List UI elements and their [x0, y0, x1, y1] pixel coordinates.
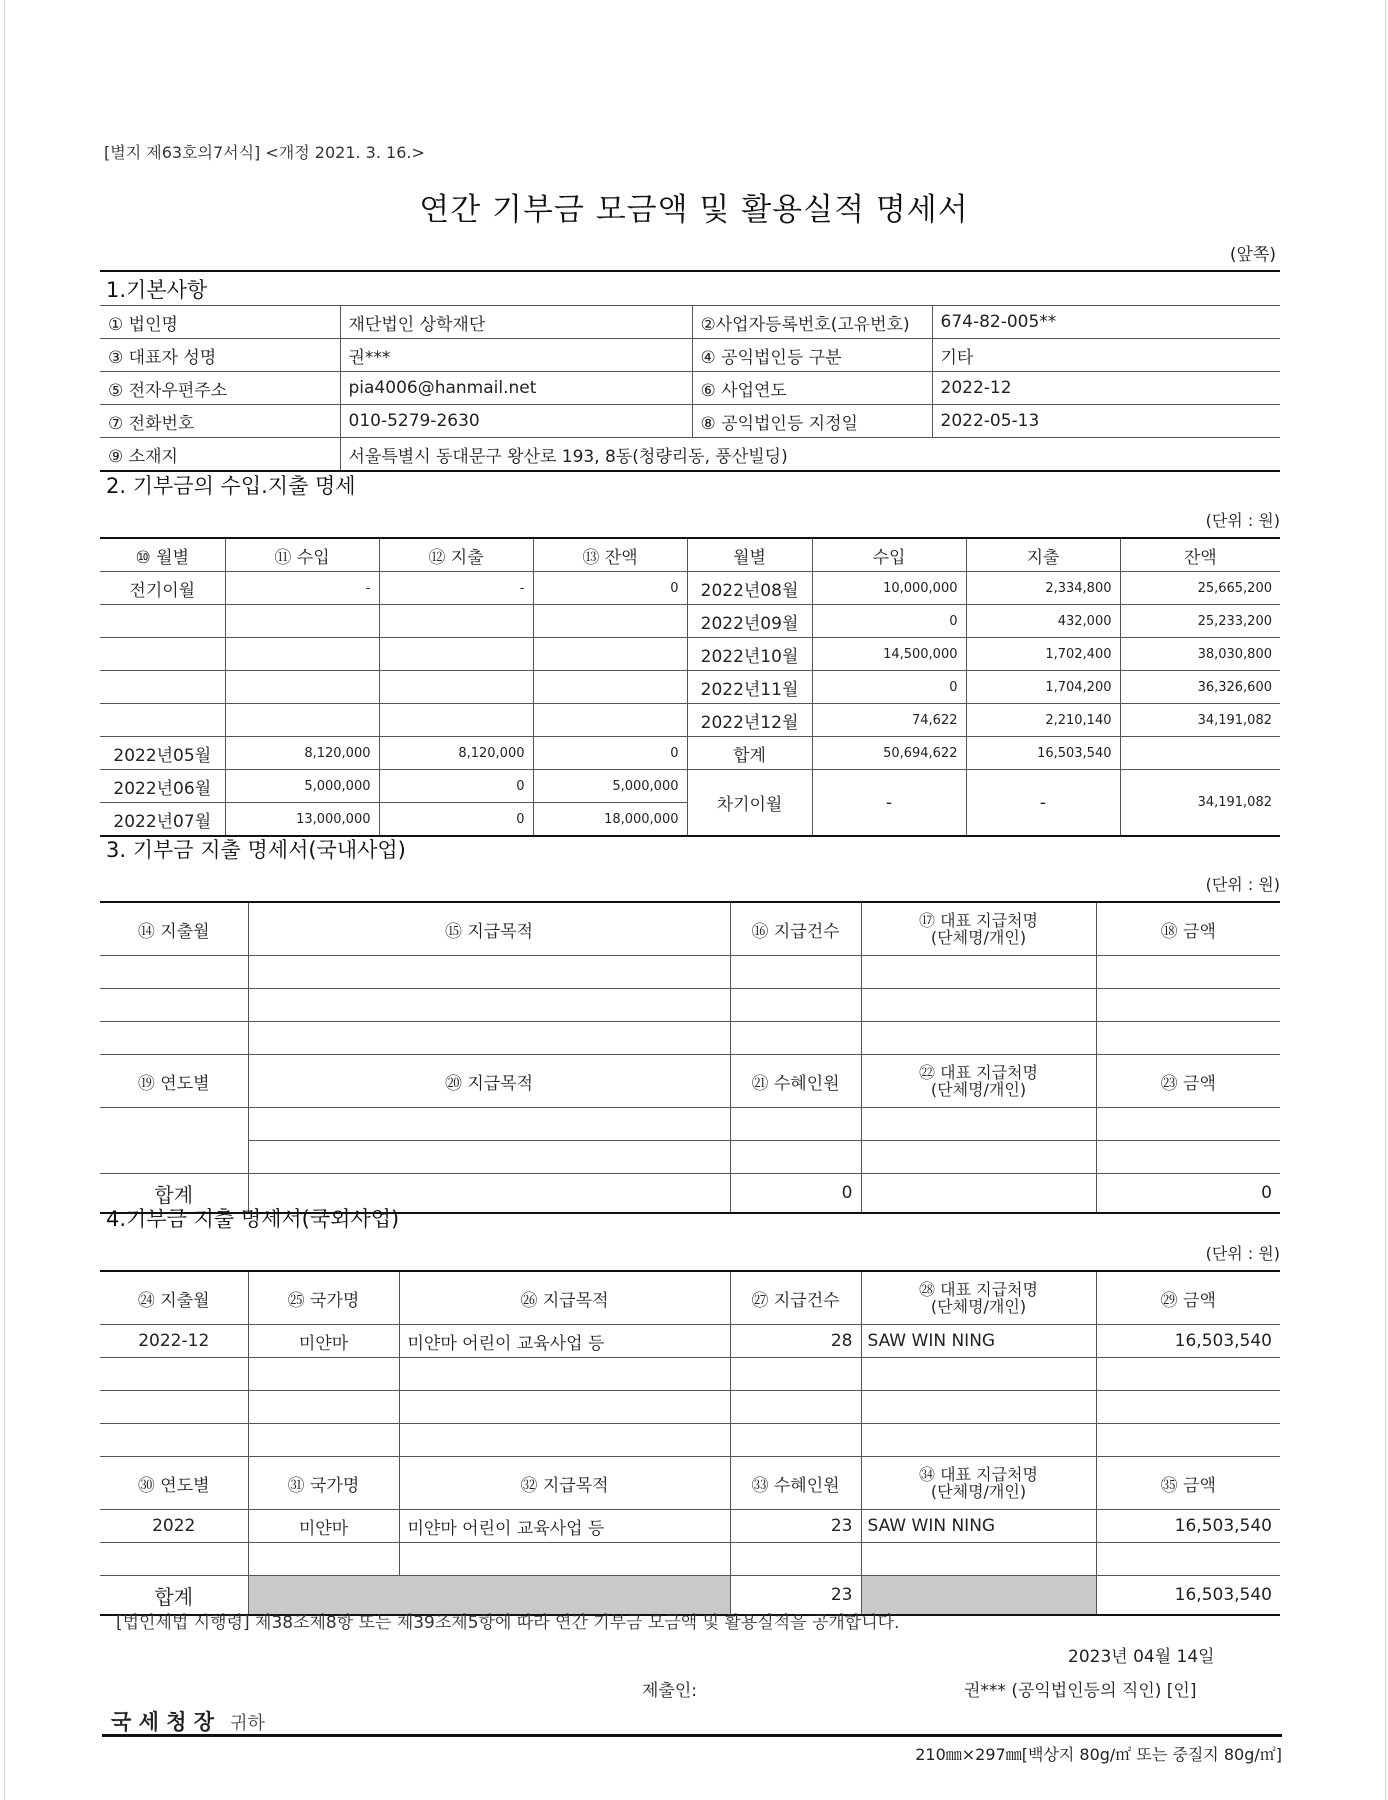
address-label: ⑨ 소재지 — [100, 438, 340, 472]
email-value: pia4006@hanmail.net — [340, 372, 692, 405]
s2-value-cell — [533, 704, 687, 737]
table-row — [100, 572, 1280, 605]
section-2-title: 2. 기부금의 수입.지출 명세 — [106, 474, 356, 498]
corp-name-label: ① 법인명 — [100, 306, 340, 339]
s3-h-year: ⑲ 연도별 — [100, 1055, 248, 1108]
s3-h-purpose-2: ⑳ 지급목적 — [248, 1055, 730, 1108]
section-overseas-spending — [100, 1203, 1280, 1616]
s2-value-cell: 8,120,000 — [225, 737, 379, 770]
type-label: ④ 공익법인등 구분 — [692, 339, 932, 372]
s4-total-label: 합계 — [100, 1576, 248, 1616]
s2-value-cell: 13,000,000 — [225, 803, 379, 837]
s3-h-beneficiaries: ㉑ 수혜인원 — [730, 1055, 861, 1108]
s2-header-cell: ⑩ 월별 — [100, 538, 225, 572]
s2-carry-label: 차기이월 — [687, 770, 812, 837]
s2-value-cell: 36,326,600 — [1120, 671, 1280, 704]
bottom-divider — [102, 1734, 1282, 1737]
s4-h-recipient: ㉘ 대표 지급처명 (단체명/개인) — [861, 1271, 1096, 1325]
table-row — [100, 1358, 1280, 1391]
s3-h-count: ⑯ 지급건수 — [730, 902, 861, 956]
form-reference: [별지 제63호의7서식] <개정 2021. 3. 16.> — [104, 143, 425, 162]
s4-h-beneficiaries: ㉝ 수혜인원 — [730, 1457, 861, 1510]
s2-header-cell: ⑪ 수입 — [225, 538, 379, 572]
addressee: 국 세 청 장 귀하 — [111, 1710, 265, 1734]
s4-h-year: ㉚ 연도별 — [100, 1457, 248, 1510]
s2-header-cell: 지출 — [966, 538, 1120, 572]
section-4-title: 4.기부금 지출 명세서(국외사업) — [106, 1207, 400, 1231]
front-side-label: (앞쪽) — [1229, 245, 1276, 265]
s4-h-country-2: ㉛ 국가명 — [248, 1457, 399, 1510]
s2-month-cell — [100, 638, 225, 671]
unit-label: (단위 : 원) — [1205, 875, 1280, 894]
s2-value-cell: 16,503,540 — [966, 737, 1120, 770]
section-domestic-spending — [100, 834, 1280, 1214]
paper-spec: 210㎜×297㎜[백상지 80g/㎡ 또는 중질지 80g/㎡] — [915, 1745, 1282, 1764]
address-value: 서울특별시 동대문구 왕산로 193, 8동(청량리동, 풍산빌딩) — [340, 438, 1280, 472]
s3-h-amount-2: ㉓ 금액 — [1096, 1055, 1280, 1108]
s2-month-cell: 2022년08월 — [687, 572, 812, 605]
s2-value-cell — [533, 605, 687, 638]
s2-value-cell — [225, 671, 379, 704]
s2-value-cell: 432,000 — [966, 605, 1120, 638]
phone-label: ⑦ 전화번호 — [100, 405, 340, 438]
s2-value-cell: - — [812, 770, 966, 837]
table-row — [100, 770, 1280, 803]
table-row: 2022-12 미얀마 미얀마 어린이 교육사업 등 28 SAW WIN NING 16,503,540 — [100, 1325, 1280, 1358]
table-row — [100, 737, 1280, 770]
s2-month-cell: 2022년11월 — [687, 671, 812, 704]
table-row — [100, 1108, 1280, 1141]
s2-value-cell — [379, 638, 533, 671]
s2-value-cell: 1,702,400 — [966, 638, 1120, 671]
document-title: 연간 기부금 모금액 및 활용실적 명세서 — [419, 192, 969, 228]
s3-h-purpose: ⑮ 지급목적 — [248, 902, 730, 956]
s2-value-cell: 10,000,000 — [812, 572, 966, 605]
s2-value-cell: 0 — [533, 737, 687, 770]
s2-header-cell: ⑬ 잔액 — [533, 538, 687, 572]
designated-value: 2022-05-13 — [932, 405, 1280, 438]
s2-value-cell — [225, 605, 379, 638]
phone-value: 010-5279-2630 — [340, 405, 692, 438]
s2-value-cell: 5,000,000 — [533, 770, 687, 803]
s2-value-cell: 0 — [812, 605, 966, 638]
table-row — [100, 1424, 1280, 1457]
table-row: 2022 미얀마 미얀마 어린이 교육사업 등 23 SAW WIN NING 16,503,540 — [100, 1510, 1280, 1543]
s2-header-cell: ⑫ 지출 — [379, 538, 533, 572]
s2-value-cell: - — [225, 572, 379, 605]
biz-no-value: 674-82-005** — [932, 306, 1280, 339]
s2-value-cell: 0 — [379, 770, 533, 803]
email-label: ⑤ 전자우편주소 — [100, 372, 340, 405]
unit-label: (단위 : 원) — [1205, 511, 1280, 530]
s2-value-cell: 8,120,000 — [379, 737, 533, 770]
table-row — [100, 1543, 1280, 1576]
s2-value-cell — [379, 605, 533, 638]
s2-value-cell — [379, 704, 533, 737]
s2-value-cell: - — [379, 572, 533, 605]
s2-value-cell: 14,500,000 — [812, 638, 966, 671]
s2-month-cell: 합계 — [687, 737, 812, 770]
type-value: 기타 — [932, 339, 1280, 372]
table-row — [100, 956, 1280, 989]
s2-value-cell: 0 — [533, 572, 687, 605]
s2-month-cell — [100, 671, 225, 704]
corp-name-value: 재단법인 상학재단 — [340, 306, 692, 339]
year-label: ⑥ 사업연도 — [692, 372, 932, 405]
s2-month-cell: 전기이월 — [100, 572, 225, 605]
s2-month-cell — [100, 605, 225, 638]
s3-h-recipient: ⑰ 대표 지급처명 (단체명/개인) — [861, 902, 1096, 956]
s4-total-count: 23 — [730, 1576, 861, 1616]
s3-total-label: 합계 — [100, 1174, 248, 1214]
s2-value-cell: 5,000,000 — [225, 770, 379, 803]
table-row — [100, 605, 1280, 638]
disclosure-statement: [법인세법 시행령] 제38조제8항 또는 제39조제5항에 따라 연간 기부금 모금액 및 활용실적을 공개합니다. — [116, 1613, 900, 1633]
s4-total-amount: 16,503,540 — [1096, 1576, 1280, 1616]
s2-month-cell: 2022년12월 — [687, 704, 812, 737]
s4-h-purpose: ㉖ 지급목적 — [399, 1271, 730, 1325]
s4-h-month: ㉔ 지출월 — [100, 1271, 248, 1325]
s2-month-cell: 2022년05월 — [100, 737, 225, 770]
s4-h-recipient-2: ㉞ 대표 지급처명 (단체명/개인) — [861, 1457, 1096, 1510]
table-row — [100, 1391, 1280, 1424]
section-basic-info — [100, 270, 1280, 472]
year-value: 2022-12 — [932, 372, 1280, 405]
table-row — [100, 671, 1280, 704]
s2-value-cell: 74,622 — [812, 704, 966, 737]
s2-value-cell: 25,665,200 — [1120, 572, 1280, 605]
table-row — [100, 1141, 1280, 1174]
s2-value-cell: 18,000,000 — [533, 803, 687, 837]
s2-header-cell: 잔액 — [1120, 538, 1280, 572]
s4-h-country: ㉕ 국가명 — [248, 1271, 399, 1325]
s2-month-cell — [100, 704, 225, 737]
s2-value-cell: 38,030,800 — [1120, 638, 1280, 671]
s2-value-cell — [1120, 737, 1280, 770]
submission-date: 2023년 04월 14일 — [1068, 1647, 1215, 1667]
rep-label: ③ 대표자 성명 — [100, 339, 340, 372]
s3-h-amount: ⑱ 금액 — [1096, 902, 1280, 956]
unit-label: (단위 : 원) — [1205, 1244, 1280, 1263]
s4-h-amount-2: ㉟ 금액 — [1096, 1457, 1280, 1510]
s2-value-cell: 0 — [812, 671, 966, 704]
s2-month-cell: 2022년10월 — [687, 638, 812, 671]
table-row — [100, 638, 1280, 671]
designated-label: ⑧ 공익법인등 지정일 — [692, 405, 932, 438]
s3-h-recipient-2: ㉒ 대표 지급처명 (단체명/개인) — [861, 1055, 1096, 1108]
submitter-label: 제출인: — [642, 1681, 697, 1701]
s2-value-cell — [225, 638, 379, 671]
table-row — [100, 1022, 1280, 1055]
s2-value-cell — [533, 671, 687, 704]
section-income-expense — [100, 470, 1280, 837]
s2-value-cell: 2,210,140 — [966, 704, 1120, 737]
s4-h-purpose-2: ㉜ 지급목적 — [399, 1457, 730, 1510]
rep-value: 권*** — [340, 339, 692, 372]
s4-h-count: ㉗ 지급건수 — [730, 1271, 861, 1325]
submitter-name: 권*** (공익법인등의 직인) [인] — [964, 1681, 1197, 1701]
s2-header-cell: 수입 — [812, 538, 966, 572]
section-3-title: 3. 기부금 지출 명세서(국내사업) — [106, 838, 406, 862]
s2-value-cell: 25,233,200 — [1120, 605, 1280, 638]
s2-value-cell — [225, 704, 379, 737]
s2-value-cell: - — [966, 770, 1120, 837]
section-1-title: 1.기본사항 — [106, 277, 208, 302]
s3-h-month: ⑭ 지출월 — [100, 902, 248, 956]
table-row — [100, 704, 1280, 737]
s3-total-count: 0 — [730, 1174, 861, 1214]
s3-total-amount: 0 — [1096, 1174, 1280, 1214]
s2-value-cell — [533, 638, 687, 671]
s2-value-cell: 34,191,082 — [1120, 770, 1280, 837]
s2-value-cell: 1,704,200 — [966, 671, 1120, 704]
s2-value-cell: 2,334,800 — [966, 572, 1120, 605]
biz-no-label: ②사업자등록번호(고유번호) — [692, 306, 932, 339]
s2-value-cell: 0 — [379, 803, 533, 837]
s2-value-cell — [379, 671, 533, 704]
s2-value-cell: 34,191,082 — [1120, 704, 1280, 737]
s4-h-amount: ㉙ 금액 — [1096, 1271, 1280, 1325]
s2-value-cell: 50,694,622 — [812, 737, 966, 770]
s2-month-cell: 2022년09월 — [687, 605, 812, 638]
s2-month-cell: 2022년07월 — [100, 803, 225, 837]
s2-header-cell: 월별 — [687, 538, 812, 572]
table-row — [100, 989, 1280, 1022]
s2-month-cell: 2022년06월 — [100, 770, 225, 803]
